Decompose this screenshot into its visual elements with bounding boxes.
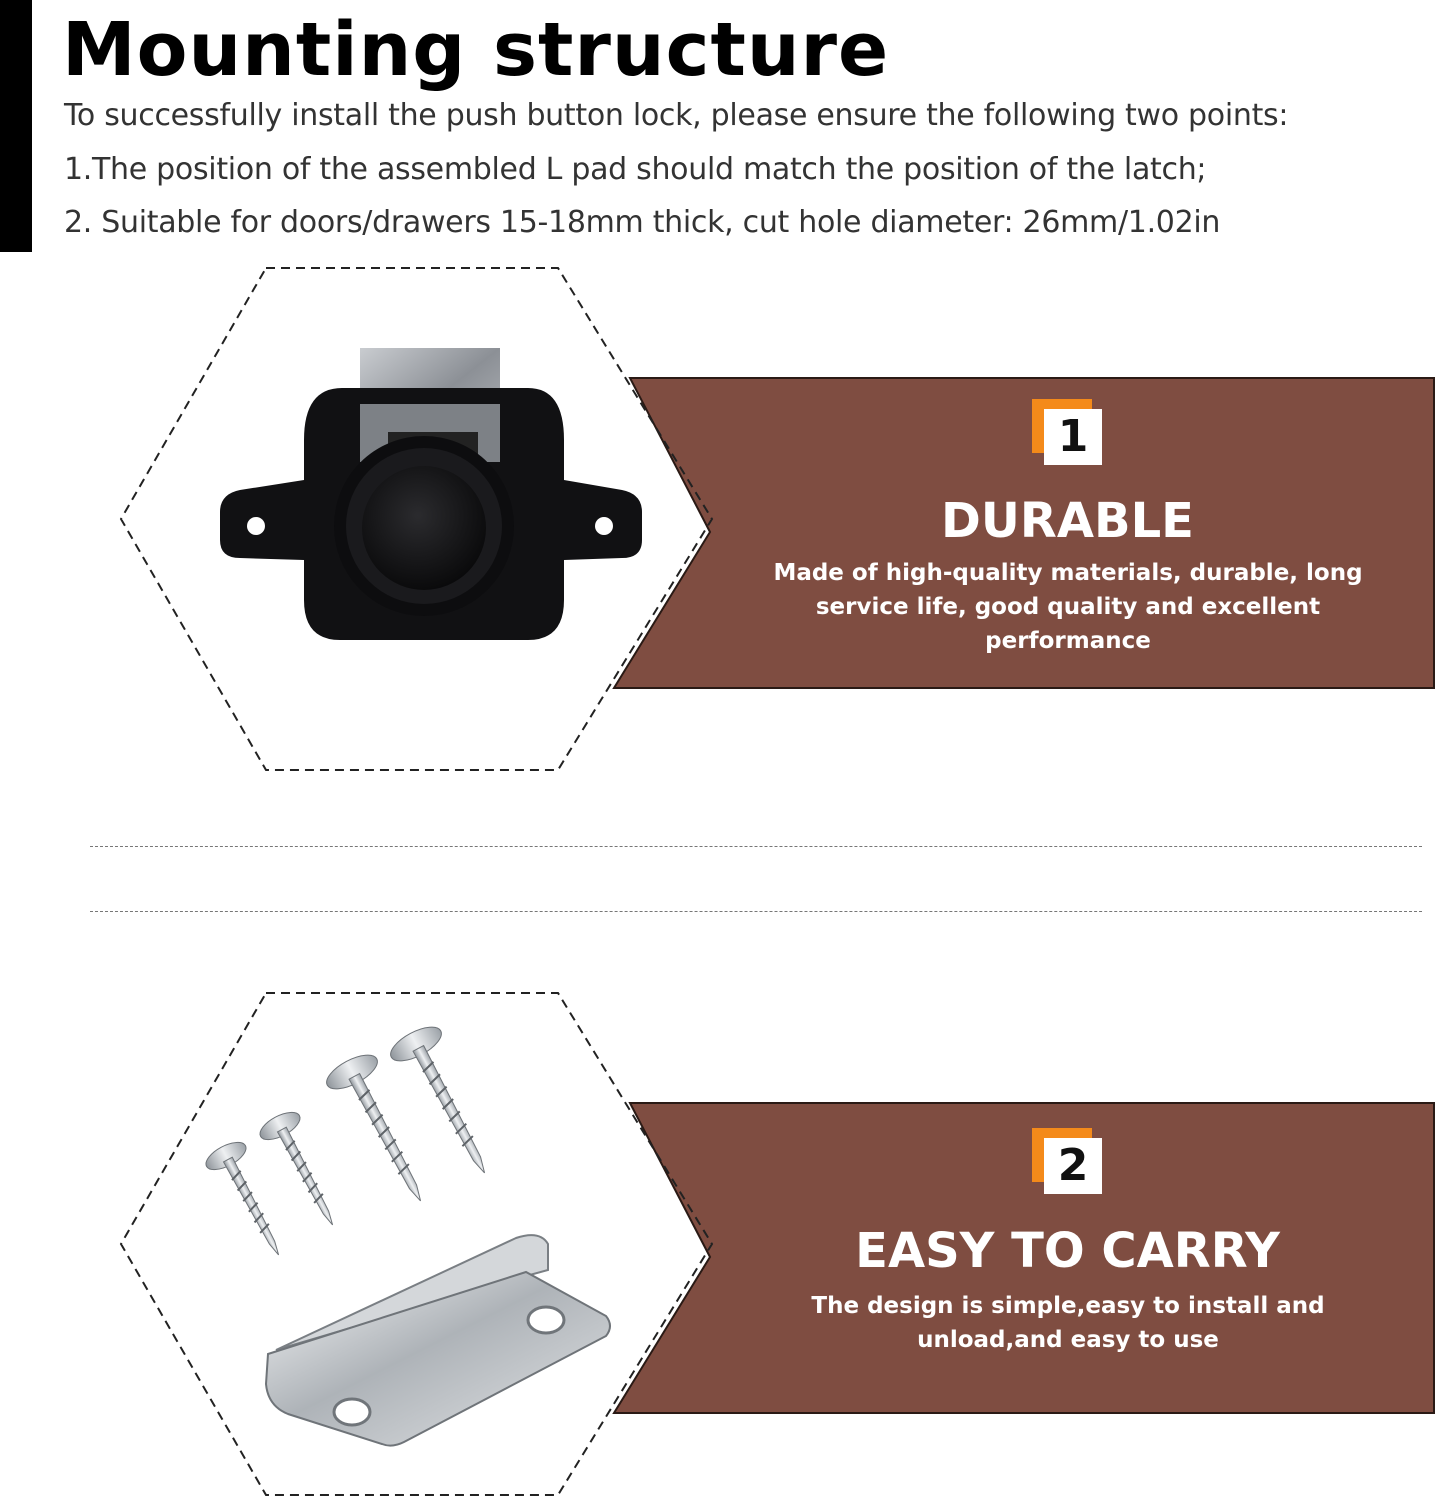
title-accent-bar: [0, 0, 32, 252]
feature-number-1: 1: [1044, 409, 1102, 465]
push-button-latch-icon: [212, 344, 652, 644]
intro-line-2: 1.The position of the assembled L pad should match the position of the latch;: [64, 152, 1207, 187]
intro-line-3: 2. Suitable for doors/drawers 15-18mm thick, cut hole diameter: 26mm/1.02in: [64, 205, 1221, 240]
feature-description-1: Made of high-quality materials, durable, long service life, good quality and excellent performance: [773, 560, 1363, 654]
feature-description-2: The design is simple,easy to install and unload,and easy to use: [811, 1293, 1325, 1353]
feature-number-badge-2: [1032, 1128, 1104, 1192]
feature-number-badge-1: [1032, 399, 1104, 463]
section-divider-bottom: [90, 911, 1422, 912]
feature-number-2: 2: [1044, 1138, 1102, 1194]
feature-title-1: DURABLE: [941, 493, 1194, 549]
page-title: Mounting structure: [62, 7, 890, 93]
screws-and-l-bracket-icon: [196, 1020, 626, 1470]
feature-title-2: EASY TO CARRY: [855, 1223, 1280, 1279]
section-divider-top: [90, 846, 1422, 847]
intro-line-1: To successfully install the push button lock, please ensure the following two points:: [64, 98, 1289, 133]
